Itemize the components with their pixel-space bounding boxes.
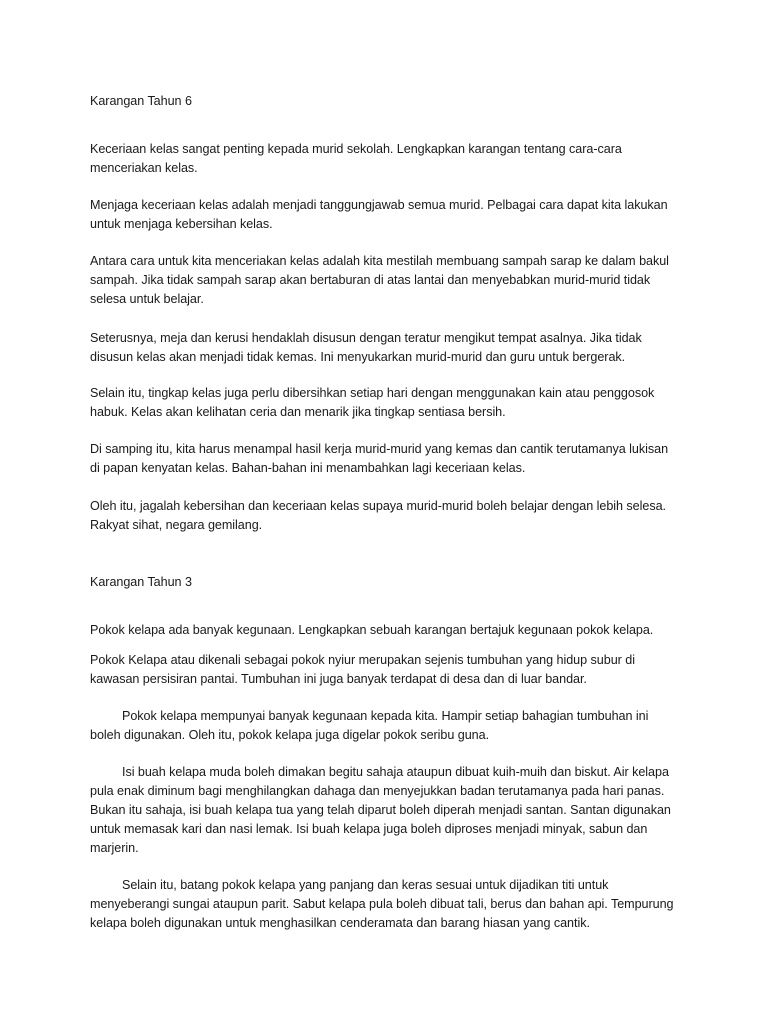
paragraph: Seterusnya, meja dan kerusi hendaklah disusun dengan teratur mengikut tempat asalnya. Jika tidak disusun kelas akan menjadi tidak kemas. Ini menyukarkan murid-murid dan guru untuk bergerak. xyxy=(90,331,642,364)
paragraph: Menjaga keceriaan kelas adalah menjadi tanggungjawab semua murid. Pelbagai cara dapat kita lakukan untuk menjaga kebersihan kelas. xyxy=(90,198,668,231)
paragraph: Pokok kelapa mempunyai banyak kegunaan kepada kita. Hampir setiap bahagian tumbuhan ini boleh digunakan. Oleh itu, pokok kelapa juga digelar pokok seribu guna. xyxy=(90,709,649,742)
section-title: Karangan Tahun 6 xyxy=(90,94,192,108)
paragraph: Oleh itu, jagalah kebersihan dan keceriaan kelas supaya murid-murid boleh belajar dengan lebih selesa. Rakyat sihat, negara gemilang. xyxy=(90,499,666,532)
paragraph: Isi buah kelapa muda boleh dimakan begitu sahaja ataupun dibuat kuih-muih dan biskut. Air kelapa pula enak diminum bagi menghilangkan dahaga dan menyejukkan badan terutamanya pada hari panas. Bukan itu sahaja, isi buah kelapa tua yang telah diparut boleh diperah menjadi santan. Santan digunakan untuk memasak kari dan nasi lemak. Isi buah kelapa juga boleh diproses menjadi minyak, sabun dan marjerin. xyxy=(90,765,671,855)
paragraph: Keceriaan kelas sangat penting kepada murid sekolah. Lengkapkan karangan tentang cara-cara menceriakan kelas. xyxy=(90,142,622,175)
paragraph: Selain itu, tingkap kelas juga perlu dibersihkan setiap hari dengan menggunakan kain atau penggosok habuk. Kelas akan kelihatan ceria dan menarik jika tingkap sentiasa bersih. xyxy=(90,386,655,419)
paragraph: Pokok Kelapa atau dikenali sebagai pokok nyiur merupakan sejenis tumbuhan yang hidup subur di kawasan persisiran pantai. Tumbuhan ini juga banyak terdapat di desa dan di luar bandar. xyxy=(90,653,635,686)
paragraph: Selain itu, batang pokok kelapa yang panjang dan keras sesuai untuk dijadikan titi untuk menyeberangi sungai ataupun parit. Sabut kelapa pula boleh dibuat tali, berus dan bahan api. Tempurung kelapa boleh digunakan untuk menghasilkan cenderamata dan barang hiasan yang cantik. xyxy=(90,878,674,930)
paragraph: Antara cara untuk kita menceriakan kelas adalah kita mestilah membuang sampah sarap ke dalam bakul sampah. Jika tidak sampah sarap akan bertaburan di atas lantai dan menyebabkan murid-murid tidak selesa untuk belajar. xyxy=(90,254,669,306)
paragraph: Di samping itu, kita harus menampal hasil kerja murid-murid yang kemas dan cantik terutamanya lukisan di papan kenyatan kelas. Bahan-bahan ini menambahkan lagi keceriaan kelas. xyxy=(90,442,669,475)
paragraph: Pokok kelapa ada banyak kegunaan. Lengkapkan sebuah karangan bertajuk kegunaan pokok kelapa. xyxy=(90,623,654,637)
section-title: Karangan Tahun 3 xyxy=(90,575,192,589)
